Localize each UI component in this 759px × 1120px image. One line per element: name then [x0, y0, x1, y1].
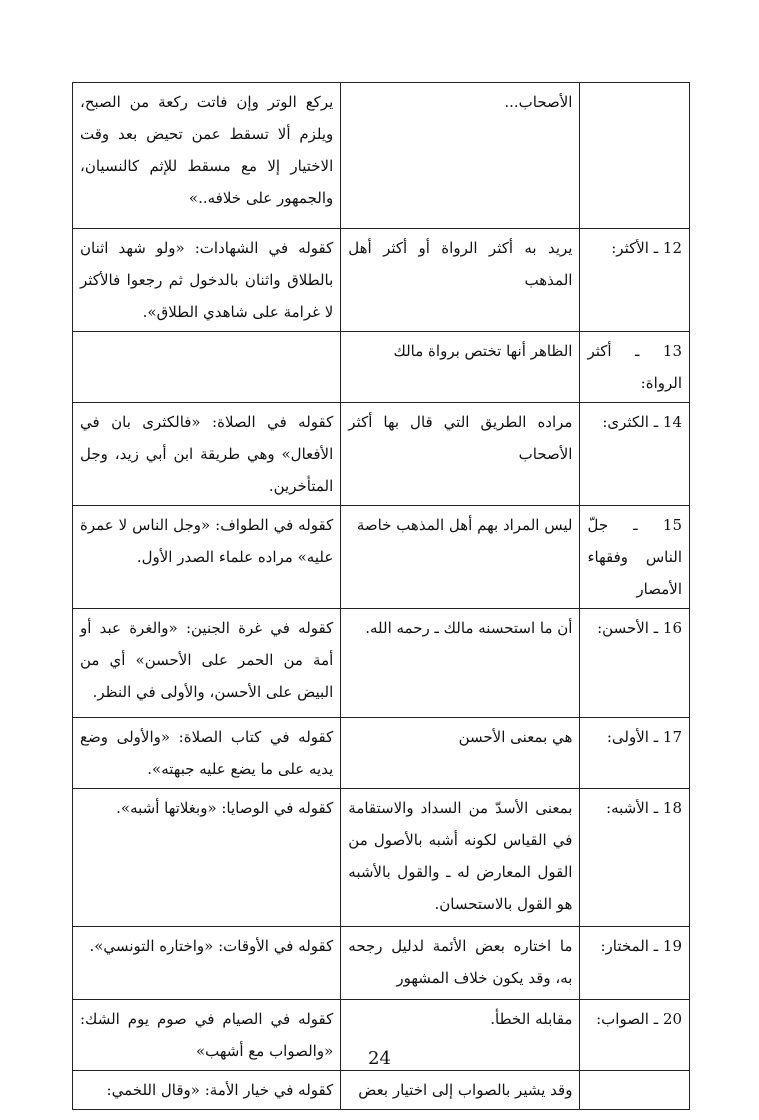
table-row	[73, 927, 690, 1000]
example-cell	[73, 332, 341, 403]
term-cell	[580, 83, 690, 229]
definition-cell: الظاهر أنها تختص برواة مالك	[341, 332, 580, 403]
example-cell: كقوله في الوصايا: «وبغلاتها أشبه».	[73, 789, 341, 927]
term-cell: 14 ـ الكثرى:	[580, 403, 690, 506]
table-row	[73, 789, 690, 927]
table-row	[73, 506, 690, 609]
terminology-table	[72, 82, 690, 1110]
definition-cell: أن ما استحسنه مالك ـ رحمه الله.	[341, 609, 580, 718]
example-cell: كقوله في الأوقات: «واختاره التونسي».	[73, 927, 341, 1000]
definition-cell: مراده الطريق التي قال بها أكثر الأصحاب	[341, 403, 580, 506]
term-cell: 20 ـ الصواب:	[580, 1000, 690, 1071]
definition-cell: ما اختاره بعض الأئمة لدليل رجحه به، وقد يكون خلاف المشهور	[341, 927, 580, 1000]
example-cell: كقوله في خيار الأمة: «وقال اللخمي:	[73, 1071, 341, 1110]
example-cell: كقوله في كتاب الصلاة: «والأولى وضع يديه على ما يضع عليه جبهته».	[73, 718, 341, 789]
term-cell: 16 ـ الأحسن:	[580, 609, 690, 718]
table-row	[73, 83, 690, 229]
example-cell: كقوله في الشهادات: «ولو شهد اثنان بالطلاق واثنان بالدخول ثم رجعوا فالأكثر لا غرامة على شاهدي الطلاق».	[73, 229, 341, 332]
example-cell: كقوله في الطواف: «وجل الناس لا عمرة عليه» مراده علماء الصدر الأول.	[73, 506, 341, 609]
example-cell: كقوله في غرة الجنين: «والغرة عبد أو أمة من الحمر على الأحسن» أي من البيض على الأحسن، والأولى في النظر.	[73, 609, 341, 718]
example-cell: كقوله في الصلاة: «فالكثرى بان في الأفعال» وهي طريقة ابن أبي زيد، وجل المتأخرين.	[73, 403, 341, 506]
example-cell: كقوله في الصيام في صوم يوم الشك: «والصواب مع أشهب»	[73, 1000, 341, 1071]
term-cell: 19 ـ المختار:	[580, 927, 690, 1000]
term-cell: 13 ـ أكثر الرواة:	[580, 332, 690, 403]
table-row	[73, 609, 690, 718]
definition-cell: وقد يشير بالصواب إلى اختيار بعض	[341, 1071, 580, 1110]
definition-cell: بمعنى الأسدّ من السداد والاستقامة في القياس لكونه أشبه بالأصول من القول المعارض له ـ والقول بالأشبه هو القول بالاستحسان.	[341, 789, 580, 927]
term-cell: 12 ـ الأكثر:	[580, 229, 690, 332]
table-row	[73, 1071, 690, 1110]
definition-cell: ليس المراد بهم أهل المذهب خاصة	[341, 506, 580, 609]
definition-cell: الأصحاب...	[341, 83, 580, 229]
term-cell: 17 ـ الأولى:	[580, 718, 690, 789]
table-row	[73, 718, 690, 789]
definition-cell: مقابله الخطأ.	[341, 1000, 580, 1071]
term-cell: 15 ـ جلّ الناس وفقهاء الأمصار	[580, 506, 690, 609]
definition-cell: هي بمعنى الأحسن	[341, 718, 580, 789]
table-row	[73, 403, 690, 506]
page-number: 24	[368, 1048, 391, 1069]
example-cell: يركع الوتر وإن فاتت ركعة من الصبح، ويلزم ألا تسقط عمن تحيض بعد وقت الاختيار إلا مع مسقط للإثم كالنسيان، والجمهور على خلافه..»	[73, 83, 341, 229]
table-row	[73, 332, 690, 403]
table-row	[73, 229, 690, 332]
term-cell: 18 ـ الأشبه:	[580, 789, 690, 927]
definition-cell: يريد به أكثر الرواة أو أكثر أهل المذهب	[341, 229, 580, 332]
term-cell	[580, 1071, 690, 1110]
